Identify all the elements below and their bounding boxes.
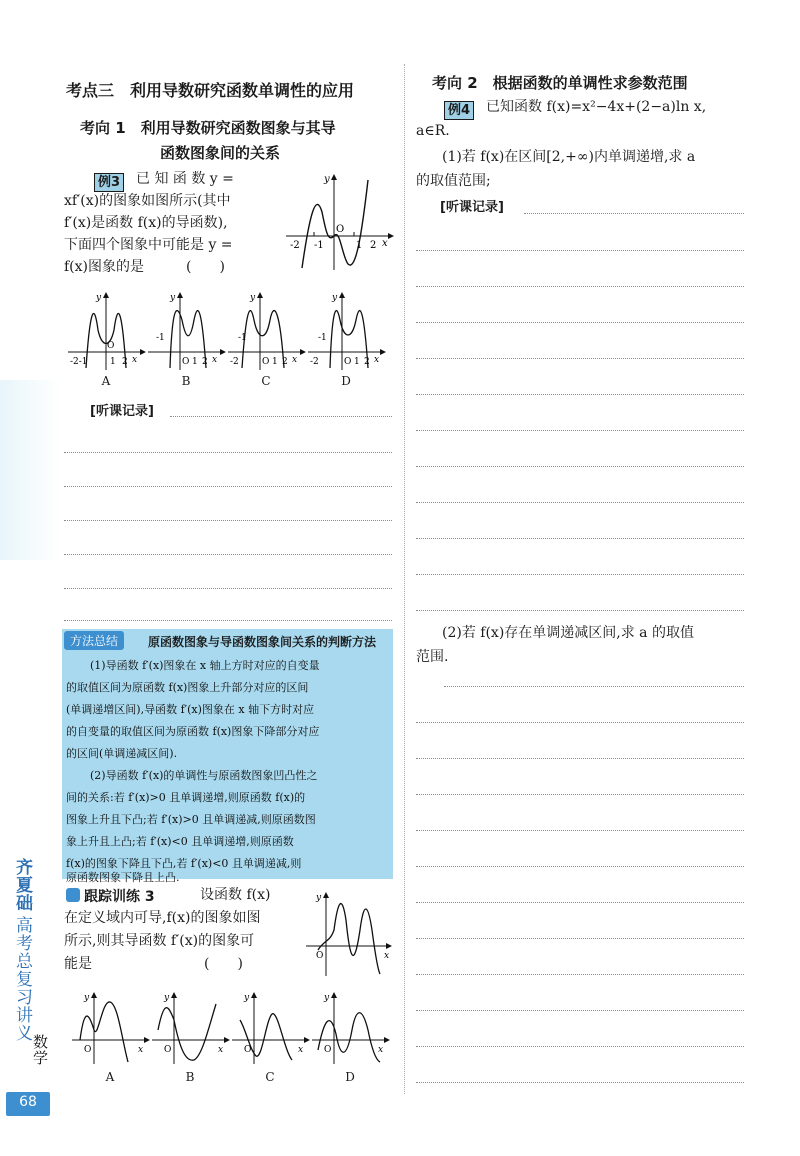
method-line-6: (2)导函数 f′(x)的单调性与原函数图象凹凸性之	[90, 769, 318, 782]
svg-text:1: 1	[192, 357, 198, 367]
example3-line1: 已 知 函 数 y =	[136, 171, 234, 187]
svg-text:O: O	[84, 1045, 92, 1055]
example3-option-d-label: D	[341, 374, 351, 388]
followup-option-c-graph	[230, 990, 310, 1066]
svg-text:-2-1: -2-1	[70, 357, 88, 367]
followup-option-b-graph	[150, 990, 230, 1066]
page-number: 68	[19, 1094, 37, 1110]
method-summary-title: 原函数图象与导函数图象间关系的判断方法	[148, 635, 377, 649]
method-line-4: 的自变量的取值区间为原函数 f(x)图象下降部分对应	[66, 725, 320, 738]
followup-option-d-label: D	[345, 1070, 355, 1084]
example4-line1: 已知函数 f(x)=x²−4x+(2−a)ln x,	[486, 99, 707, 115]
method-line-3: (单调递增区间),导函数 f′(x)图象在 x 轴下方时对应	[66, 703, 315, 716]
method-line-8: 图象上升且下凸;若 f′(x)>0 且单调递减,则原函数图	[66, 813, 316, 826]
method-line-7: 间的关系:若 f′(x)>0 且单调递增,则原函数 f(x)的	[66, 791, 306, 804]
svg-text:-1: -1	[318, 333, 327, 343]
svg-text:x: x	[298, 1045, 304, 1055]
example3-line4: 下面四个图象中可能是 y =	[64, 237, 233, 253]
svg-text:y: y	[164, 993, 170, 1003]
svg-text:2: 2	[282, 357, 288, 367]
followup-line1: 设函数 f(x)	[200, 887, 271, 903]
example3-tag: 例3	[94, 171, 124, 192]
svg-text:O: O	[244, 1045, 252, 1055]
right-record-label: [听课记录]	[440, 200, 504, 215]
svg-text:-2: -2	[310, 357, 319, 367]
sidebar-subject: 数学	[31, 1034, 49, 1066]
example4-part2-line2: 范围.	[416, 649, 449, 665]
followup-line4: 能是 ( )	[64, 956, 243, 972]
svg-text:2: 2	[122, 357, 128, 367]
svg-text:y: y	[170, 293, 176, 303]
svg-text:O: O	[344, 357, 352, 367]
direction1-title-line2: 函数图象间的关系	[160, 144, 281, 162]
followup-option-c-label: C	[265, 1070, 275, 1084]
svg-text:y: y	[244, 993, 250, 1003]
svg-text:x: x	[382, 238, 388, 249]
svg-text:-2: -2	[290, 240, 300, 251]
followup-line2: 在定义域内可导,f(x)的图象如图	[64, 910, 261, 926]
example3-line2: xf′(x)的图象如图所示(其中	[64, 193, 231, 209]
svg-text:O: O	[182, 357, 190, 367]
method-summary-badge: 方法总结	[64, 631, 124, 650]
column-divider	[404, 64, 405, 1094]
followup-option-b-label: B	[185, 1070, 195, 1084]
svg-text:O: O	[324, 1045, 332, 1055]
example3-main-graph	[284, 172, 394, 272]
svg-text:1: 1	[354, 357, 360, 367]
method-line-10: f(x)的图象下降且下凸,若 f′(x)<0 且单调递减,则	[66, 857, 302, 870]
method-line-9: 象上升且上凸;若 f′(x)<0 且单调递增,则原函数	[66, 835, 294, 848]
followup-title: 跟踪训练 3	[84, 889, 155, 905]
svg-text:x: x	[132, 355, 138, 365]
followup-icon	[66, 888, 80, 902]
svg-text:-2: -2	[230, 357, 239, 367]
svg-text:O: O	[336, 224, 345, 235]
example3-option-c-graph	[226, 290, 306, 372]
svg-text:x: x	[374, 355, 380, 365]
example3-option-b-graph	[146, 290, 226, 372]
example3-option-c-label: C	[261, 374, 271, 388]
direction1-title-line1: 考向 1 利用导数研究函数图象与其导	[80, 119, 336, 137]
direction2-title: 考向 2 根据函数的单调性求参数范围	[432, 74, 688, 92]
svg-text:y: y	[316, 893, 322, 903]
example4-part1-line2: 的取值范围;	[416, 173, 491, 189]
sidebar-fade	[0, 380, 60, 560]
svg-text:O: O	[262, 357, 270, 367]
svg-text:y: y	[332, 293, 338, 303]
example4-tag: 例4	[444, 99, 474, 120]
svg-text:1: 1	[110, 357, 116, 367]
followup-option-a-graph	[70, 990, 150, 1066]
svg-text:2: 2	[364, 357, 370, 367]
method-line-2: 的取值区间为原函数 f(x)图象上升部分对应的区间	[66, 681, 309, 694]
svg-text:y: y	[324, 174, 330, 185]
followup-option-a-label: A	[105, 1070, 115, 1084]
svg-text:-1: -1	[238, 333, 247, 343]
example3-option-d-graph	[306, 290, 386, 372]
svg-text:-1: -1	[314, 240, 324, 251]
svg-text:2: 2	[202, 357, 208, 367]
followup-line3: 所示,则其导函数 f′(x)的图象可	[64, 933, 255, 949]
example3-option-b-label: B	[181, 374, 191, 388]
svg-text:O: O	[107, 341, 115, 351]
example3-option-a-label: A	[101, 374, 111, 388]
svg-text:x: x	[378, 1045, 384, 1055]
svg-text:y: y	[84, 993, 90, 1003]
svg-text:x: x	[218, 1045, 224, 1055]
svg-text:y: y	[96, 293, 102, 303]
sidebar-brand: 齐夏础	[12, 858, 32, 912]
svg-text:x: x	[384, 951, 390, 961]
svg-text:1: 1	[272, 357, 278, 367]
svg-text:O: O	[316, 951, 324, 961]
example3-option-a-graph	[66, 290, 146, 372]
method-line-5: 的区间(单调递减区间).	[66, 747, 178, 760]
svg-text:2: 2	[370, 240, 377, 251]
svg-text:1: 1	[356, 240, 363, 251]
example4-line2: a∈R.	[416, 123, 450, 139]
svg-text:y: y	[324, 993, 330, 1003]
example4-part2-line1: (2)若 f(x)存在单调递减区间,求 a 的取值	[442, 625, 694, 641]
svg-text:y: y	[250, 293, 256, 303]
svg-text:x: x	[138, 1045, 144, 1055]
svg-text:-1: -1	[156, 333, 165, 343]
followup-option-d-graph	[310, 990, 390, 1066]
svg-text:x: x	[212, 355, 218, 365]
method-line-11: 原函数图象下降且上凸.	[66, 871, 180, 884]
section-title: 考点三 利用导数研究函数单调性的应用	[66, 81, 355, 100]
example3-line3: f′(x)是函数 f(x)的导函数),	[64, 215, 228, 231]
left-record-label: [听课记录]	[90, 404, 154, 419]
method-line-1: (1)导函数 f′(x)图象在 x 轴上方时对应的自变量	[90, 659, 320, 672]
svg-text:O: O	[164, 1045, 172, 1055]
sidebar-series: 高考总复习讲义	[12, 916, 32, 1042]
svg-text:x: x	[292, 355, 298, 365]
followup-main-graph	[304, 890, 394, 980]
example3-line5: f(x)图象的是 ( )	[64, 259, 225, 275]
example4-part1-line1: (1)若 f(x)在区间[2,+∞)内单调递增,求 a	[442, 149, 696, 165]
